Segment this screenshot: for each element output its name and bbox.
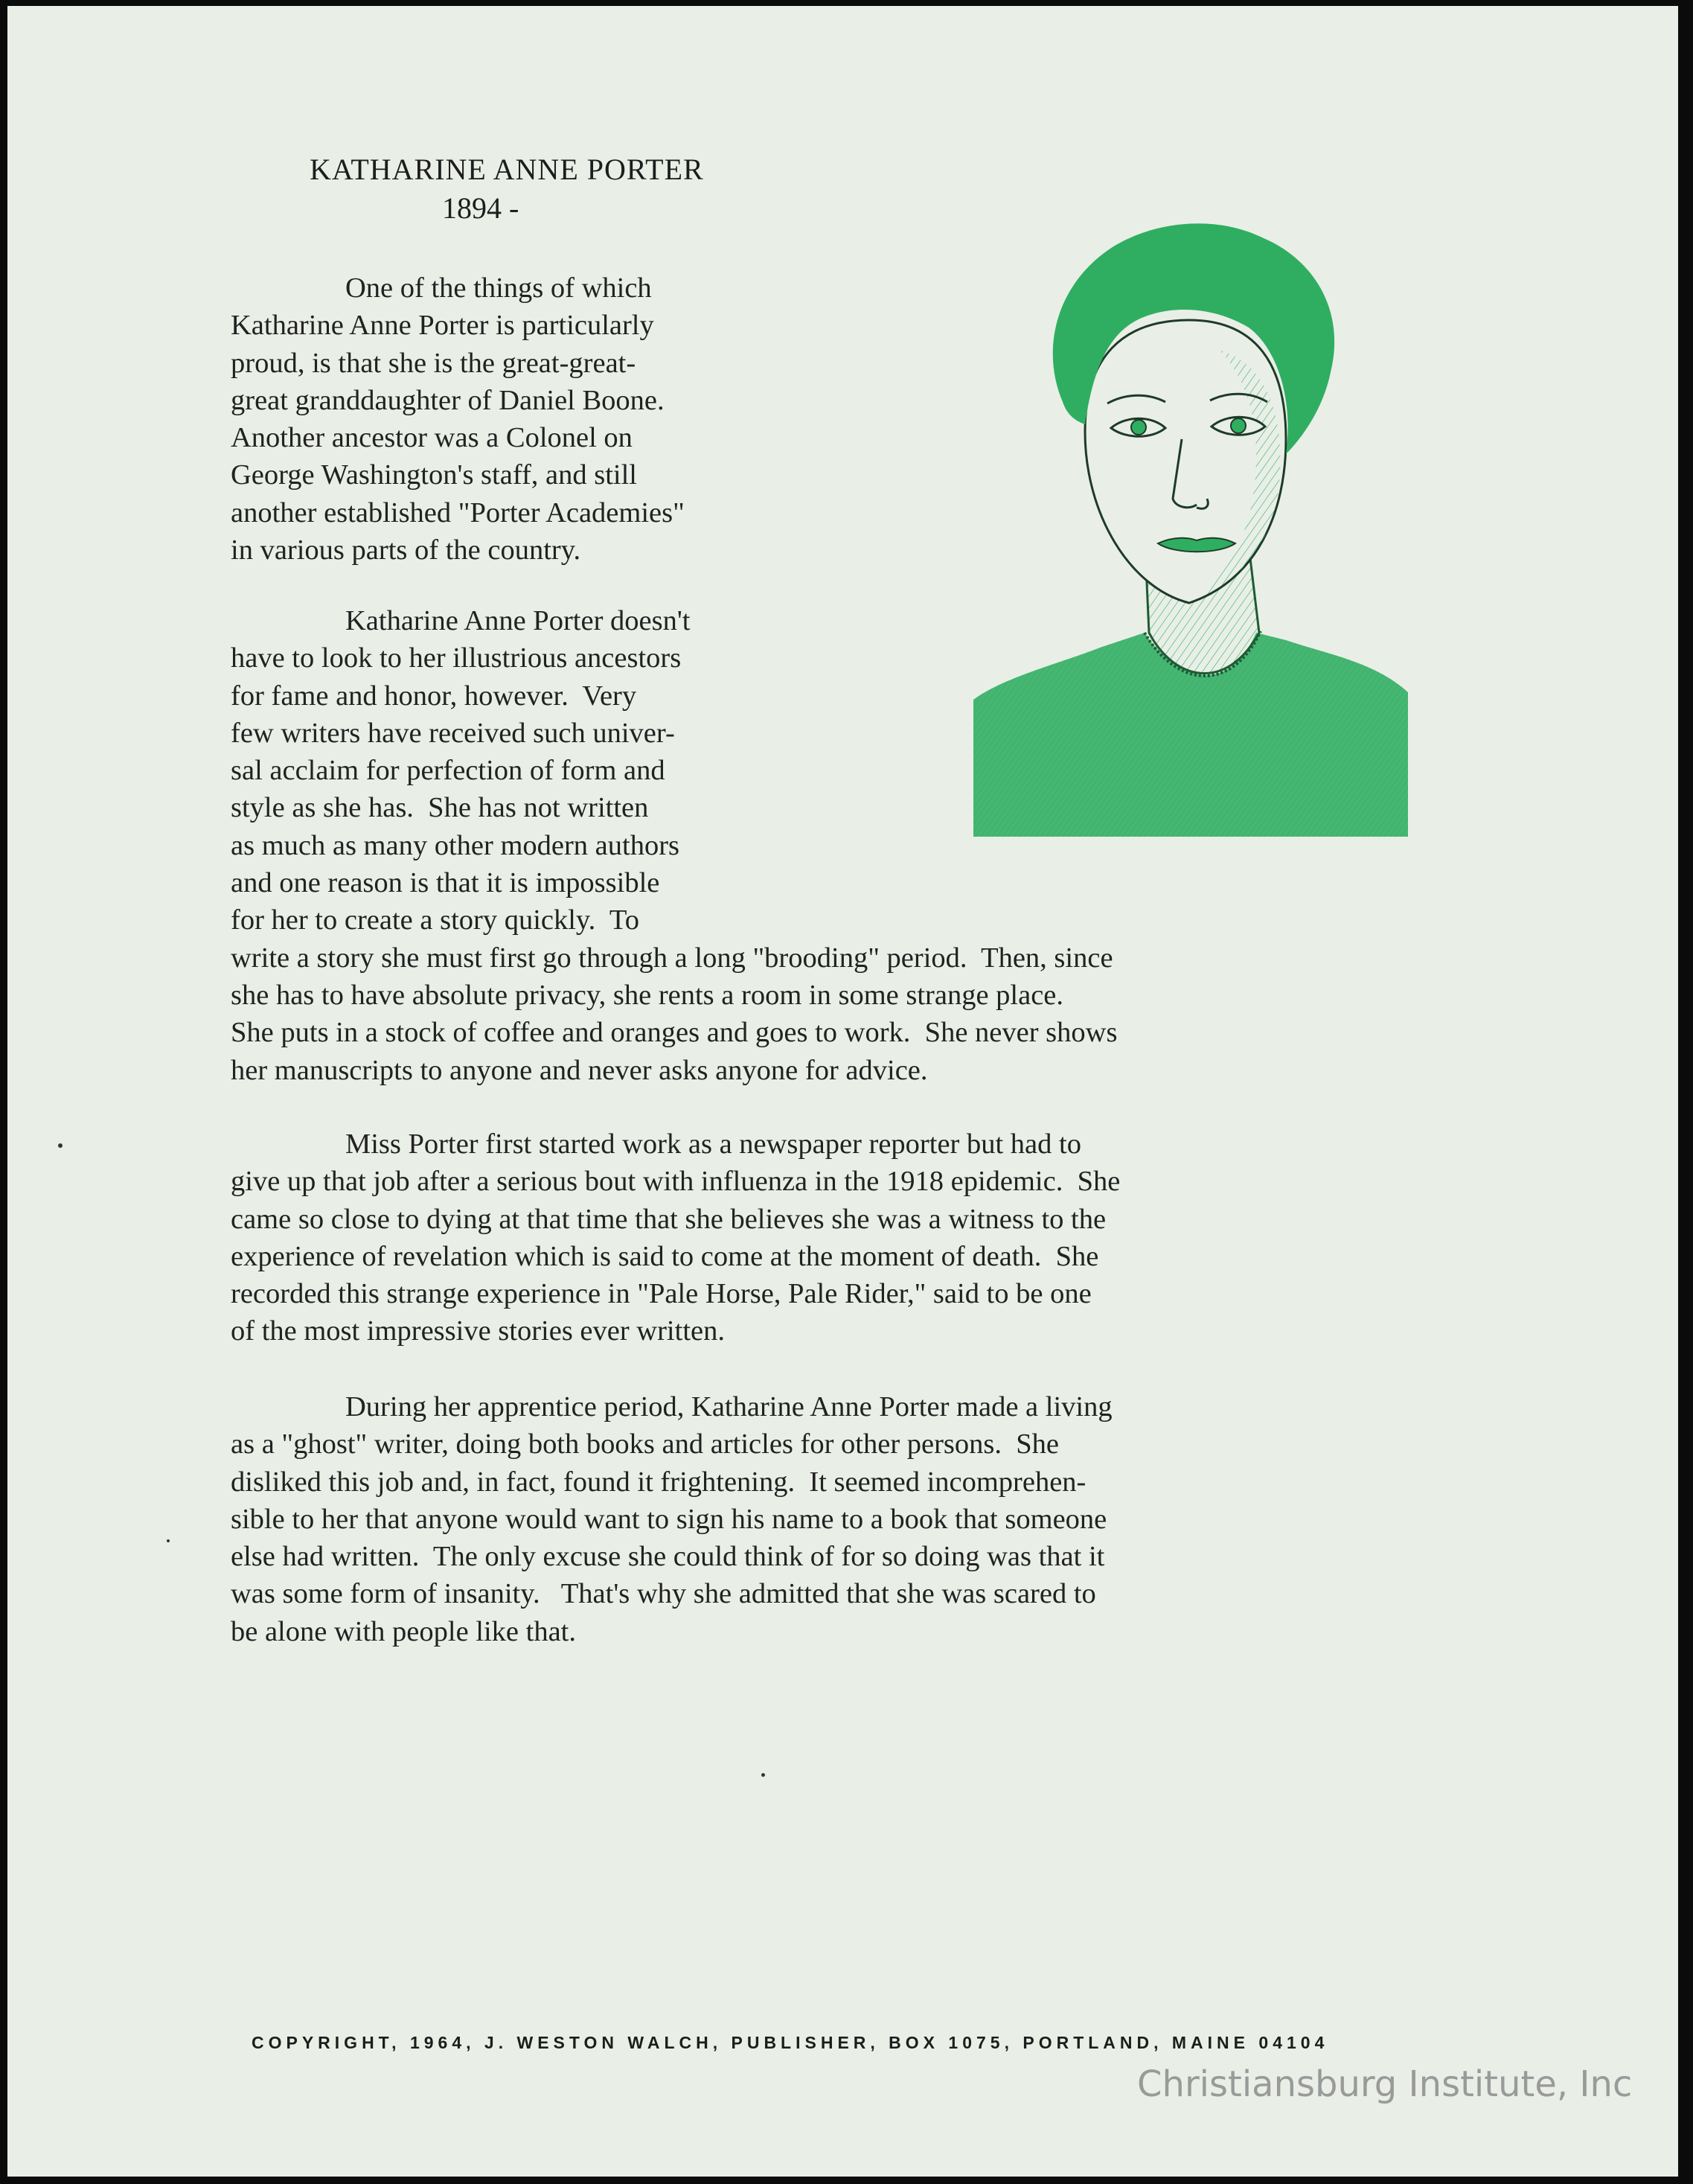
paragraph-ancestry: One of the things of which Katharine Anne Porter is particularly proud, is that she is the great-great- great granddaughter of Daniel Boone. Another ancestor was a Colonel on George Washington's staff, and still another established "Porter Academies" in various parts of the country. <box>231 272 685 566</box>
paragraph-ghost-writer: During her apprentice period, Katharine Anne Porter made a living as a "ghost" writer, doing both books and articles for other persons. She disliked this job and, in fact, found it frightening. It seemed incomprehen- sible to her that anyone would want to sign his name to a book that someone else had written. The only excuse she could think of for so doing was that it was some form of insanity. That's why she admitted that she was scared to be alone with people like that. <box>231 1391 1113 1647</box>
dust-speck <box>58 1143 63 1148</box>
page-title: KATHARINE ANNE PORTER <box>310 153 704 186</box>
paragraph-fame: Katharine Anne Porter doesn't have to look to her illustrious ancestors for fame and honor, however. Very few writers have received such univer- sal acclaim for perfection of form and style as she has. She has not written as much as many other modern authors and one reason is that it is impossible for her to create a story quickly. To write a story she must first go through a long "brooding" period. Then, since she has to have absolute privacy, she rents a room in some strange place. She puts in a stock of coffee and oranges and goes to work. She never shows her manuscripts to anyone and never asks anyone for advice. <box>231 605 1118 1086</box>
watermark: Christiansburg Institute, Inc <box>1137 2063 1633 2105</box>
portrait-illustration <box>973 216 1408 837</box>
dust-speck <box>761 1773 765 1777</box>
document-page <box>7 6 1678 2177</box>
copyright-footer: COPYRIGHT, 1964, J. WESTON WALCH, PUBLISHER, BOX 1075, PORTLAND, MAINE 04104 <box>252 2033 1329 2052</box>
dust-speck <box>167 1539 170 1542</box>
paragraph-influenza: Miss Porter first started work as a newspaper reporter but had to give up that job after a serious bout with influenza in the 1918 epidemic. She came so close to dying at that time that she believes she was a witness to the experience of revelation which is said to come at the moment of death. She recorded this strange experience in "Pale Horse, Pale Rider," said to be one of the most impressive stories ever written. <box>231 1128 1121 1347</box>
face-shape <box>1085 320 1286 603</box>
birth-year: 1894 - <box>442 191 519 225</box>
